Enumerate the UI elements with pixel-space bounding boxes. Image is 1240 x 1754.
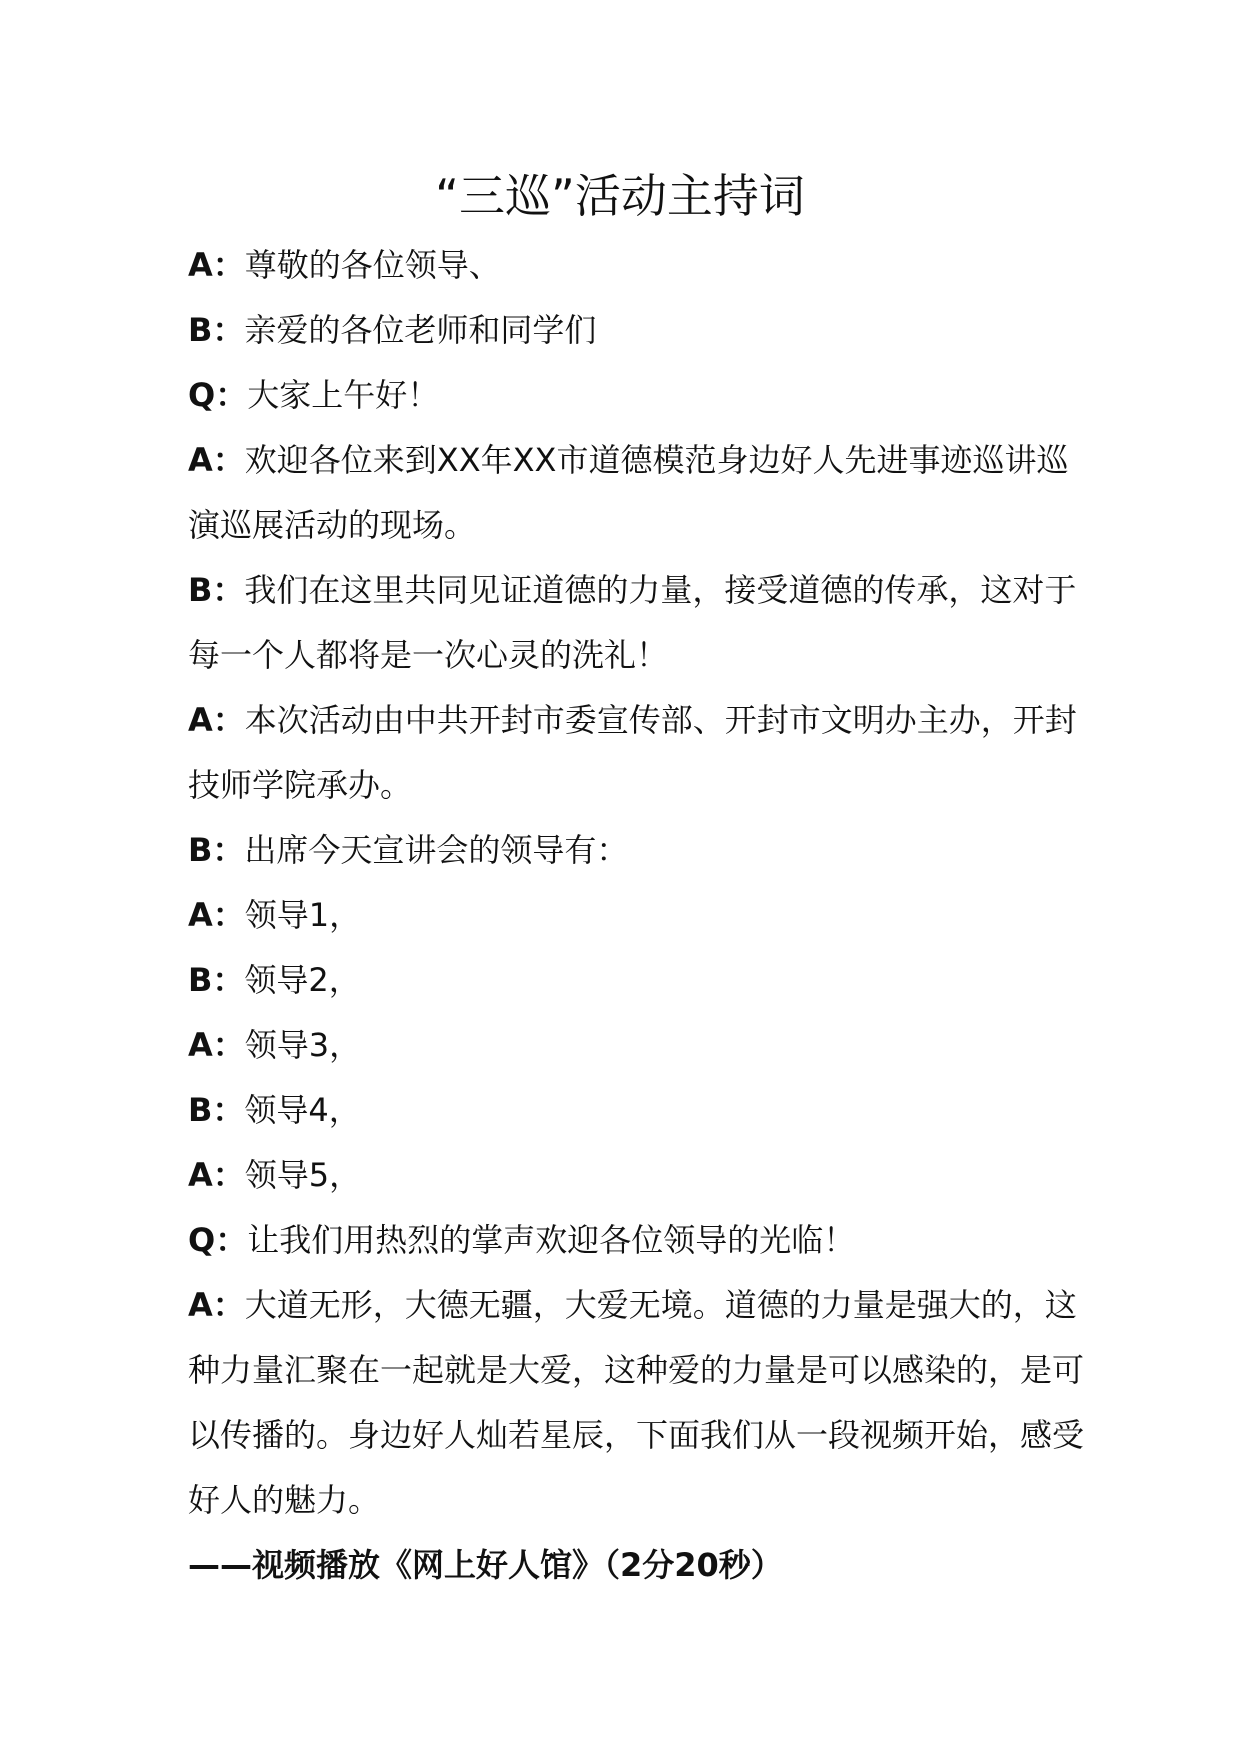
speaker-label: B：: [188, 311, 245, 349]
paragraph: [188, 233, 1088, 298]
speaker-label: B：: [188, 571, 245, 609]
speaker-label: A：: [188, 246, 245, 284]
paragraph-text: 亲爱的各位老师和同学们: [244, 311, 597, 349]
paragraph: [188, 948, 1088, 1013]
speaker-label: A：: [188, 1286, 245, 1324]
paragraph: [188, 363, 1088, 428]
paragraph-text: 大道无形，大德无疆，大爱无境。道德的力量是强大的，这种力量汇聚在一起就是大爱，这种爱的力量是可以感染的，是可以传播的。身边好人灿若星辰，下面我们从一段视频开始，感受好人的魅力。: [188, 1286, 1085, 1519]
paragraph: [188, 1078, 1088, 1143]
paragraph-text: 领导2，: [244, 961, 361, 999]
paragraph: [188, 1273, 1088, 1533]
paragraph-text: 领导5，: [244, 1156, 362, 1194]
paragraph-text: 大家上午好！: [247, 376, 440, 414]
paragraph: [188, 688, 1088, 818]
speaker-label: Q：: [188, 1221, 248, 1259]
paragraph-text: 出席今天宣讲会的领导有：: [244, 831, 629, 869]
paragraph: [188, 1143, 1088, 1208]
paragraph-text: 尊敬的各位领导、: [244, 246, 501, 284]
paragraph: [188, 428, 1088, 558]
speaker-label: A：: [188, 1156, 245, 1194]
paragraph: [188, 883, 1088, 948]
speaker-label: A：: [188, 441, 245, 479]
closing-line: ——视频播放《网上好人馆》（2分20秒）: [188, 1546, 783, 1584]
paragraph-text: 本次活动由中共开封市委宣传部、开封市文明办主办，开封技师学院承办。: [188, 701, 1077, 804]
speaker-label: A：: [188, 1026, 245, 1064]
paragraph-text: 领导3，: [244, 1026, 362, 1064]
paragraph-text: 我们在这里共同见证道德的力量，接受道德的传承，这对于每一个人都将是一次心灵的洗礼！: [188, 571, 1077, 674]
document-body: [188, 233, 1088, 1598]
paragraph-text: 领导4，: [244, 1091, 361, 1129]
paragraph: [188, 818, 1088, 883]
paragraph-text: 领导1，: [244, 896, 362, 934]
speaker-label: B：: [188, 831, 245, 869]
paragraph: [188, 1013, 1088, 1078]
speaker-label: B：: [188, 1091, 245, 1129]
speaker-label: B：: [188, 961, 245, 999]
paragraph: [188, 558, 1088, 688]
speaker-label: A：: [188, 701, 245, 739]
paragraph-text: 欢迎各位来到XX年XX市道德模范身边好人先进事迹巡讲巡演巡展活动的现场。: [188, 441, 1069, 544]
speaker-label: Q：: [188, 376, 248, 414]
paragraph: [188, 298, 1088, 363]
document-title: “三巡”活动主持词: [435, 169, 805, 223]
paragraph-text: 让我们用热烈的掌声欢迎各位领导的光临！: [247, 1221, 856, 1259]
paragraph: [188, 1208, 1088, 1273]
speaker-label: A：: [188, 896, 245, 934]
